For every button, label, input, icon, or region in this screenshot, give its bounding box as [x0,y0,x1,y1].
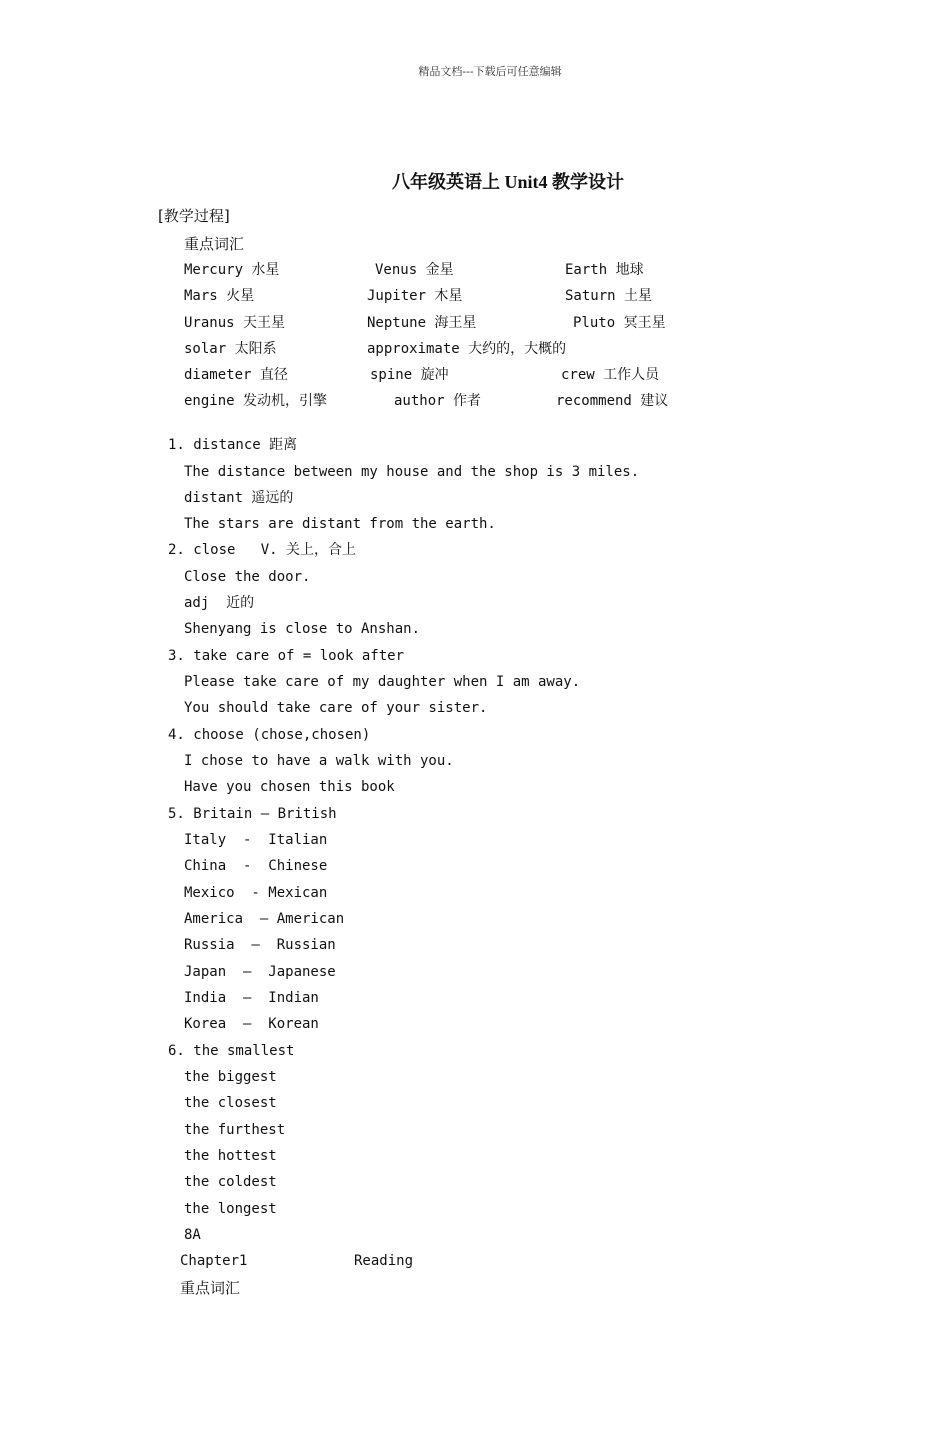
vocab-heading: 重点词汇 [184,235,245,253]
example-line: Italy - Italian [184,832,328,848]
vocab-cell: recommend 建议 [556,393,669,409]
example-line: Japan – Japanese [184,964,336,980]
item-heading: 1. distance 距离 [168,437,298,453]
vocab-cell: spine 旋冲 [370,367,449,383]
vocab-cell: Neptune 海王星 [367,315,477,331]
example-line: America – American [184,911,345,927]
example-line: Shenyang is close to Anshan. [184,621,421,637]
example-line: the coldest [184,1174,277,1190]
reading-label: Reading [354,1253,414,1269]
vocab-cell: Saturn 土星 [565,288,653,304]
example-line: Mexico - Mexican [184,885,328,901]
example-line: the longest [184,1201,277,1217]
chapter-label: Chapter1 [180,1253,248,1269]
vocab-cell: Jupiter 木星 [367,288,463,304]
example-line: Korea – Korean [184,1016,319,1032]
example-line: adj 近的 [184,595,255,611]
page-title: 八年级英语上 Unit4 教学设计 [391,172,624,192]
item-heading: 5. Britain – British [168,806,337,822]
vocab-heading-2: 重点词汇 [180,1279,241,1297]
vocab-cell: Mars 火星 [184,288,255,304]
example-line: Close the door. [184,569,311,585]
vocab-cell: solar 太阳系 [184,341,277,357]
example-line: India – Indian [184,990,319,1006]
vocab-cell: Pluto 冥王星 [573,315,666,331]
example-line: Please take care of my daughter when I am away. [184,674,581,690]
example-line: The stars are distant from the earth. [184,516,496,532]
item-heading: 4. choose (chose,chosen) [168,727,371,743]
example-line: the hottest [184,1148,277,1164]
vocab-cell: approximate 大约的，大概的 [367,341,567,357]
example-line: Russia – Russian [184,937,336,953]
section-heading: [教学过程] [158,207,230,225]
vocab-cell: crew 工作人员 [561,367,660,383]
item-heading: 3. take care of = look after [168,648,405,664]
example-line: 8A [184,1227,201,1243]
item-heading: 6. the smallest [168,1043,295,1059]
vocab-cell: Earth 地球 [565,262,644,278]
vocab-cell: diameter 直径 [184,367,288,383]
example-line: The distance between my house and the shop is 3 miles. [184,464,640,480]
example-line: I chose to have a walk with you. [184,753,454,769]
vocab-cell: Venus 金星 [375,262,454,278]
example-line: the biggest [184,1069,277,1085]
vocab-cell: engine 发动机，引擎 [184,393,328,409]
example-line: China - Chinese [184,858,328,874]
example-line: Have you chosen this book [184,779,395,795]
example-line: the closest [184,1095,277,1111]
example-line: the furthest [184,1122,286,1138]
item-heading: 2. close V. 关上，合上 [168,542,357,558]
vocab-cell: Uranus 天王星 [184,315,286,331]
example-line: distant 遥远的 [184,490,294,506]
page-header: 精品文档---下载后可任意编辑 [418,65,562,78]
vocab-cell: Mercury 水星 [184,262,280,278]
vocab-cell: author 作者 [394,393,482,409]
example-line: You should take care of your sister. [184,700,488,716]
